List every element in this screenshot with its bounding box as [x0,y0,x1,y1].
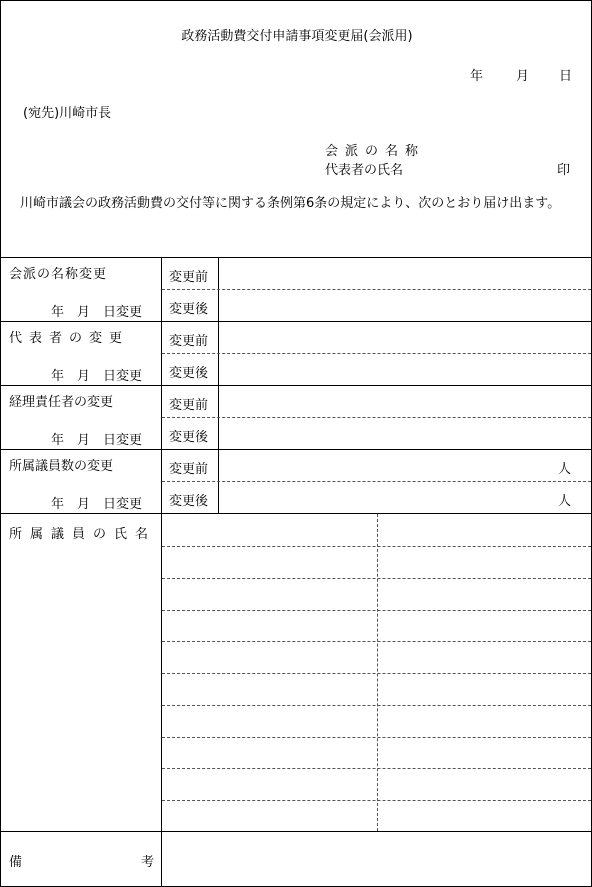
section-border-4 [1,513,591,514]
addressee: (宛先)川崎市長 [23,106,112,121]
members-label: 所属議員の氏名 [9,527,157,542]
members-bottom-border [1,831,591,832]
section-date-member-count: 年 月 日変更 [51,497,143,512]
seal-mark: 印 [557,163,571,178]
section-date-accountant: 年 月 日変更 [51,433,143,448]
section-border-3 [1,449,591,450]
section-label-accountant: 経理責任者の変更 [9,395,114,410]
after-label-4: 変更後 [169,494,209,509]
after-label-2: 変更後 [169,366,209,381]
member-row-divider [162,673,591,674]
table-top-border [1,257,591,258]
section-border-1 [1,321,591,322]
section-date-representative: 年 月 日変更 [51,369,143,384]
member-row-divider [162,800,591,801]
remarks-label-left: 備 [9,855,23,870]
after-label-1: 変更後 [169,302,209,317]
after-label-3: 変更後 [169,430,209,445]
date-year-label: 年 [470,69,484,84]
form-title: 政務活動費交付申請事項変更届(会派用) [181,29,413,44]
row-divider-3 [162,417,591,418]
faction-name-label: 会派の名称 [325,144,426,159]
row-divider-4 [162,481,591,482]
row-divider-1 [162,289,591,290]
row-divider-2 [162,353,591,354]
member-row-divider [162,641,591,642]
date-month-label: 月 [516,69,530,84]
member-row-divider [162,705,591,706]
section-label-member-count: 所属議員数の変更 [9,459,114,474]
representative-name-label: 代表者の氏名 [325,163,404,178]
member-row-divider [162,546,591,547]
before-label-1: 変更前 [169,270,209,285]
section-date-faction-name: 年 月 日変更 [51,305,143,320]
before-label-4: 変更前 [169,462,209,477]
section-label-faction-name: 会派の名称変更 [9,267,108,282]
date-day-label: 日 [559,69,573,84]
unit-after-4: 人 [558,494,572,509]
member-row-divider [162,610,591,611]
table-divider-left [161,257,162,887]
section-border-2 [1,385,591,386]
member-row-divider [162,737,591,738]
section-label-representative: 代表者の変更 [9,331,130,346]
declaration-text: 川崎市議会の政務活動費の交付等に関する条例第6条の規定により、次のとおり届け出ます。 [20,196,561,211]
before-label-2: 変更前 [169,334,209,349]
member-row-divider [162,578,591,579]
remarks-label-right: 考 [141,855,155,870]
before-label-3: 変更前 [169,398,209,413]
unit-before-4: 人 [558,462,572,477]
member-row-divider [162,768,591,769]
